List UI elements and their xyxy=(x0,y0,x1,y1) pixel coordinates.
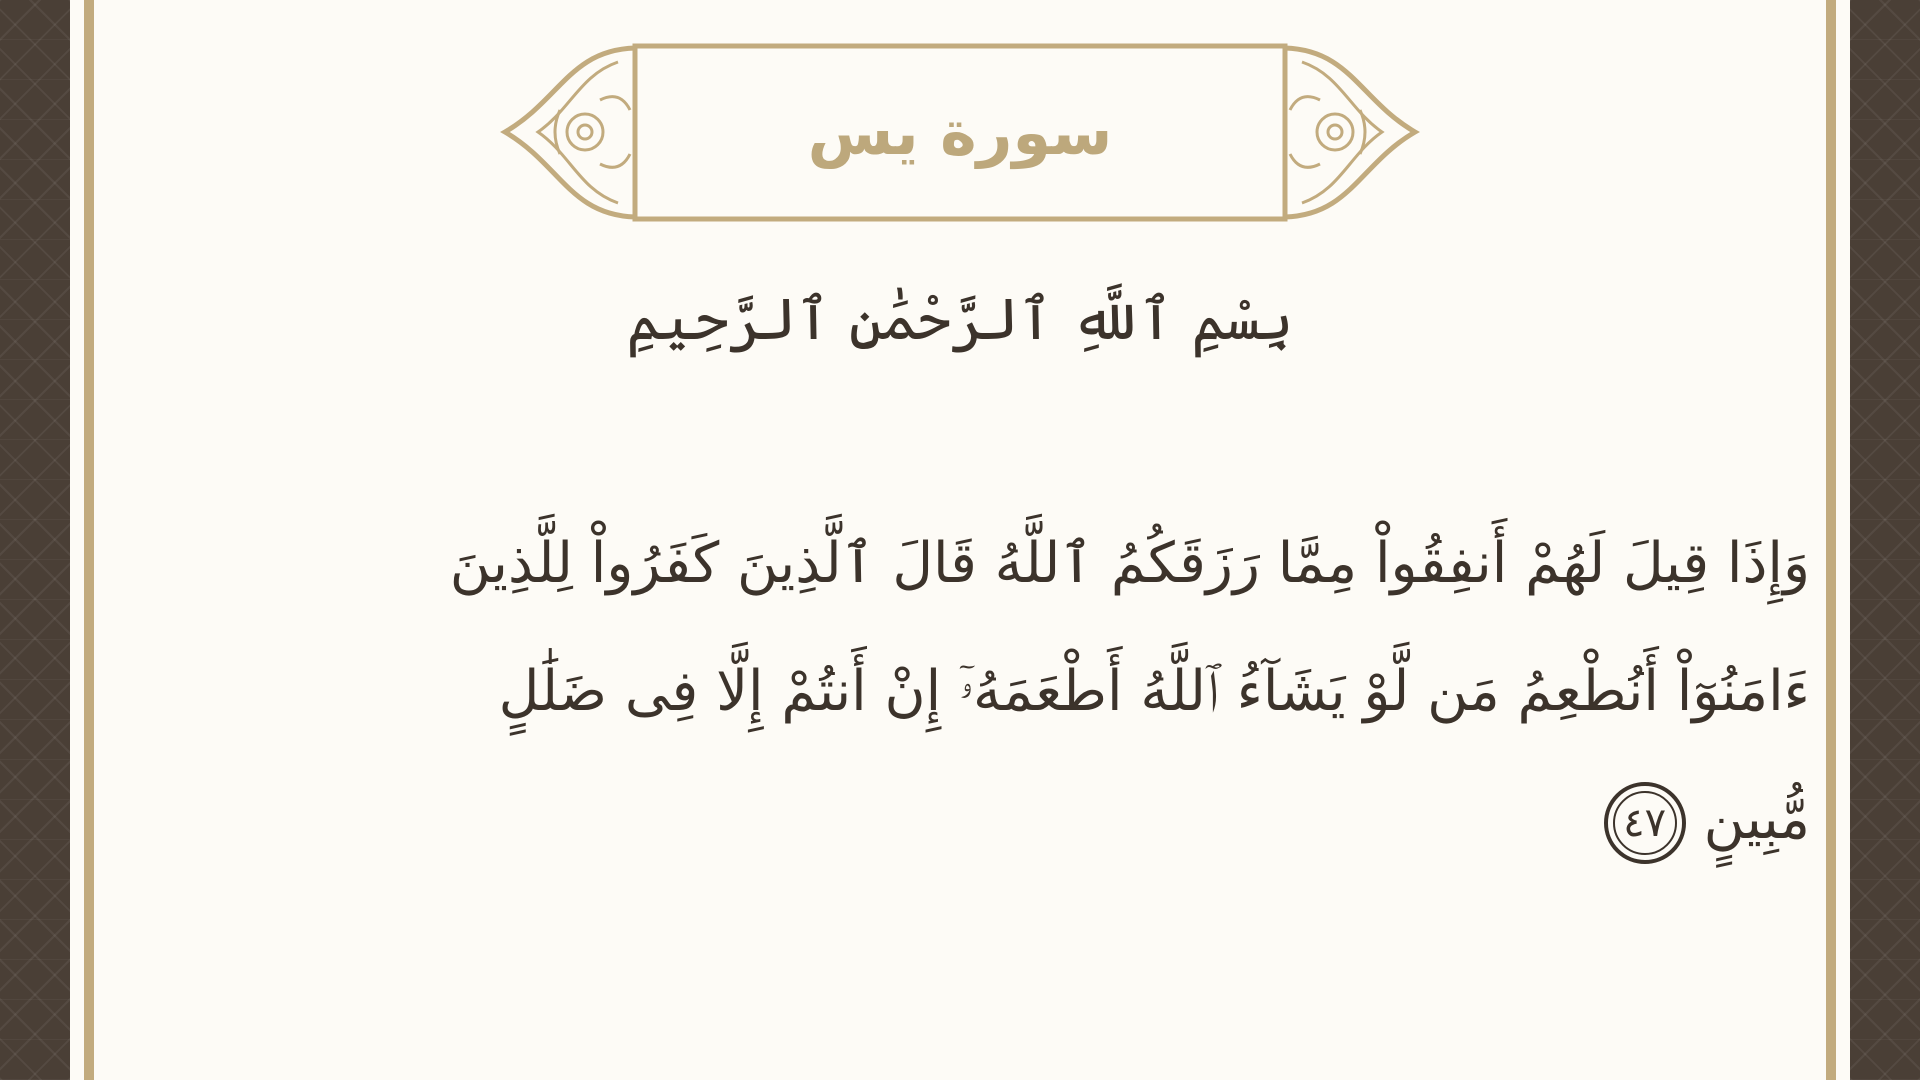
ayah-line: وَإِذَا قِيلَ لَهُمْ أَنفِقُواْ مِمَّا رَزَقَكُمُ ٱللَّهُ قَالَ ٱلَّذِينَ كَفَرُواْ لِلَّذِينَ xyxy=(449,531,1810,596)
right-gold-rule xyxy=(1826,0,1836,1080)
surah-title: سورة يس xyxy=(807,96,1113,169)
ayah-text-block xyxy=(370,500,1810,884)
right-ornamental-border xyxy=(1850,0,1920,1080)
left-ornamental-border xyxy=(0,0,70,1080)
left-gold-rule xyxy=(84,0,94,1080)
basmala: بِسْمِ ٱللَّهِ ٱلرَّحْمَٰنِ ٱلرَّحِيمِ xyxy=(626,285,1294,353)
ayah-line-text: مُّبِينٍ xyxy=(1703,787,1810,852)
ayah-line-last xyxy=(370,756,1810,884)
surah-title-frame xyxy=(500,40,1420,225)
ayah-line: ءَامَنُوٓاْ أَنُطْعِمُ مَن لَّوْ يَشَآءُ ٱللَّهُ أَطْعَمَهُۥٓ إِنْ أَنتُمْ إِلَّا فِى ضَلَٰلٍ xyxy=(498,659,1810,724)
ayah-number-marker: ٤٧ xyxy=(1604,782,1686,864)
